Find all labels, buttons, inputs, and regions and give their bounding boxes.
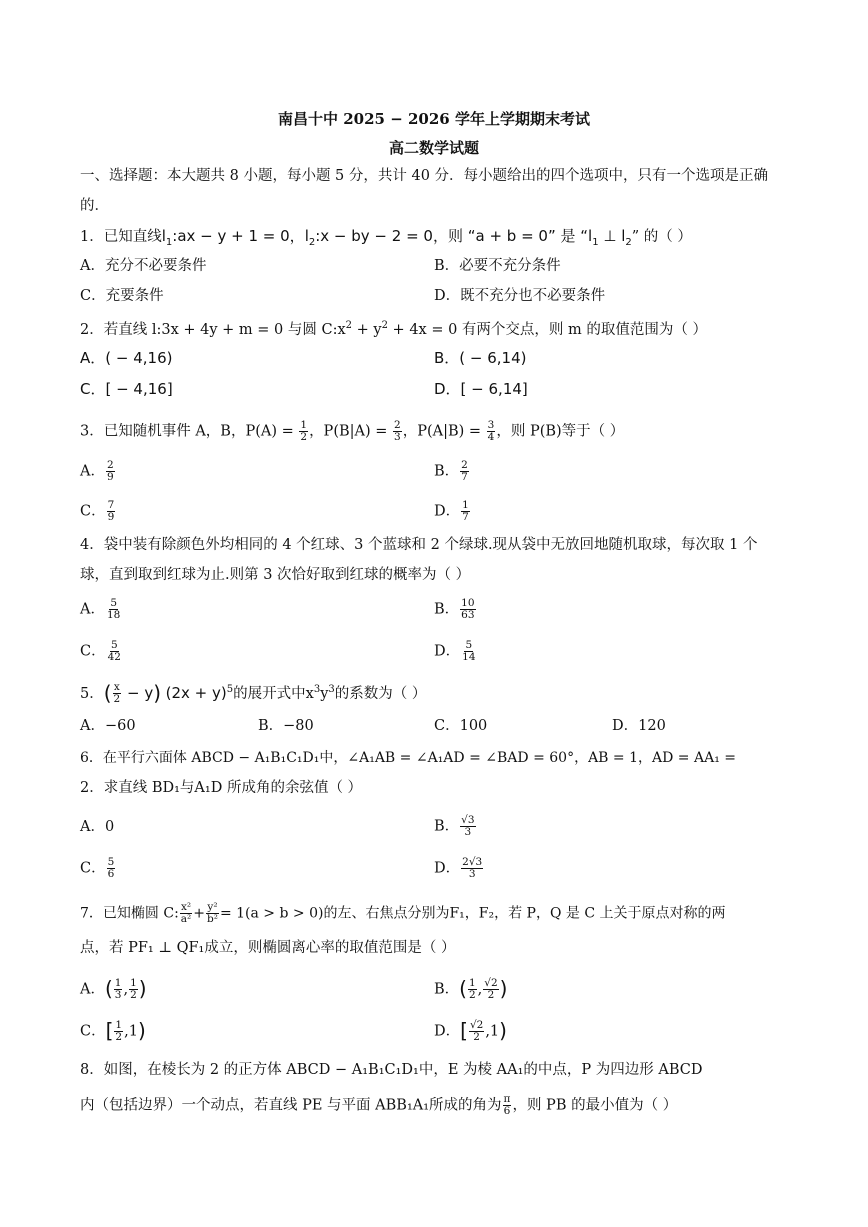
q6-option-d: D． $\frac{2√3}{3}$ — [434, 856, 483, 880]
section-heading-cont: 的． — [80, 198, 109, 214]
question-2-stem: 2．若直线 l:3x + 4y + m = 0 与圆 $C:x^2 + y^2 + 4x = 0$ 有两个交点，则 m 的取值范围为（ ） — [80, 320, 708, 338]
q7-option-a: A．( $\frac{1}{3}$ , $\frac{1}{2}$ ) — [80, 976, 147, 1001]
q1-option-a: A．充分不必要条件 — [80, 258, 207, 274]
question-4-stem: 4．袋中装有除颜色外均相同的 4 个红球、3 个蓝球和 2 个绿球.现从袋中无放回地随机取球，每次取 1 个 — [80, 537, 758, 553]
exam-title: 南昌十中 2025 − 2026 学年上学期期末考试 — [278, 110, 590, 128]
exam-subtitle: 高二数学试题 — [388, 139, 479, 157]
question-6-stem: 6．在平行六面体 ABCD − A₁B₁C₁D₁中，∠A₁AB = ∠A₁AD = ∠BAD = 60°，AB = 1，AD = AA₁ = — [80, 750, 736, 766]
q1-option-b: B．必要不充分条件 — [434, 258, 561, 274]
question-1-stem: 1．已知直线$l_1:ax - y + 1 = 0$，$l_2:x$ − by − 2 = 0，则 “a + b = 0” 是 “$l_1$ ⊥ $l_2$” 的（ ） — [80, 227, 692, 248]
q6-option-a: A．0 — [80, 819, 115, 835]
q3-option-b: B． $\frac{2}{7}$ — [434, 459, 468, 483]
q7-option-b: B．( $\frac{1}{2}$ , $\frac{√2}{2}$ ) — [434, 976, 508, 1001]
q5-option-c: C．100 — [434, 718, 488, 734]
fraction: $\frac{1}{2}$ — [300, 419, 308, 443]
q4-option-a: A． $\frac{5}{18}$ — [80, 597, 121, 621]
q5-option-d: D．120 — [612, 718, 666, 734]
question-3-stem: 3．已知随机事件 A，B，P(A) = $\frac{1}{2}$ ，P(B|A) = $\frac{2}{3}$ ，P(A|B) = $\frac{3}{4}$ ，则 P(B)等于（ ） — [80, 419, 625, 443]
q2-option-a: A．( − 4,16) — [80, 349, 173, 367]
q4-option-d: D． $\frac{5}{14}$ — [434, 639, 476, 663]
question-8-stem-cont: 内（包括边界）一个动点，若直线 PE 与平面 ABB₁A₁所成的角为 $\frac{\pi}{6}$ ，则 PB 的最小值为（ ） — [80, 1093, 678, 1117]
question-8-stem: 8．如图，在棱长为 2 的正方体 ABCD − A₁B₁C₁D₁中，E 为棱 AA₁的中点，P 为四边形 ABCD — [80, 1062, 703, 1078]
q3-option-a: A． $\frac{2}{9}$ — [80, 459, 114, 483]
q6-option-c: C． $\frac{5}{6}$ — [80, 856, 115, 880]
q1-option-c: C．充要条件 — [80, 288, 164, 304]
q5-option-a: A．−60 — [80, 718, 136, 734]
question-5-stem: 5．( $\frac{x}{2}$ − y) $(2x + y)^5$的展开式中$x^3y^3$的系数为（ ） — [80, 680, 427, 706]
q2-option-b: B．( − 6,14) — [434, 349, 527, 367]
q3-option-d: D． $\frac{1}{7}$ — [434, 499, 469, 523]
q7-option-d: D．[ $\frac{√2}{2}$ ,1) — [434, 1018, 507, 1043]
q5-option-b: B．−80 — [258, 718, 314, 734]
q6-option-b: B． $\frac{√3}{3}$ — [434, 814, 475, 838]
q1-option-d: D．既不充分也不必要条件 — [434, 288, 606, 304]
q2-option-d: D．[ − 6,14] — [434, 380, 528, 398]
q4-option-b: B． $\frac{10}{63}$ — [434, 597, 475, 621]
q7-option-c: C．[ $\frac{1}{2}$ ,1) — [80, 1018, 146, 1043]
section-heading: 一、选择题：本大题共 8 小题，每小题 5 分，共计 40 分．每小题给出的四个选项中，只有一个选项是正确 — [80, 168, 769, 184]
q3-option-c: C． $\frac{7}{9}$ — [80, 499, 115, 523]
fraction: $\frac{3}{4}$ — [487, 419, 495, 443]
question-7-stem: 7．已知椭圆 C: $\frac{\text{x²}}{\text{a²}}$ + $\frac{\text{y²}}{\text{b²}}$ = 1(a > b > 0)的左、右焦点分别为F₁，F₂，若 P，Q 是 C 上关于原点对称的两 — [80, 901, 726, 925]
q4-option-c: C． $\frac{5}{42}$ — [80, 639, 121, 663]
question-4-stem-cont: 球，直到取到红球为止.则第 3 次恰好取到红球的概率为（ ） — [80, 567, 471, 583]
question-7-stem-cont: 点，若 PF₁ ⊥ QF₁成立，则椭圆离心率的取值范围是（ ） — [80, 940, 456, 956]
fraction: $\frac{2}{3}$ — [394, 419, 401, 443]
question-6-stem-cont: 2．求直线 BD₁与A₁D 所成角的余弦值（ ） — [80, 780, 363, 796]
q2-option-c: C．[ − 4,16] — [80, 380, 173, 398]
